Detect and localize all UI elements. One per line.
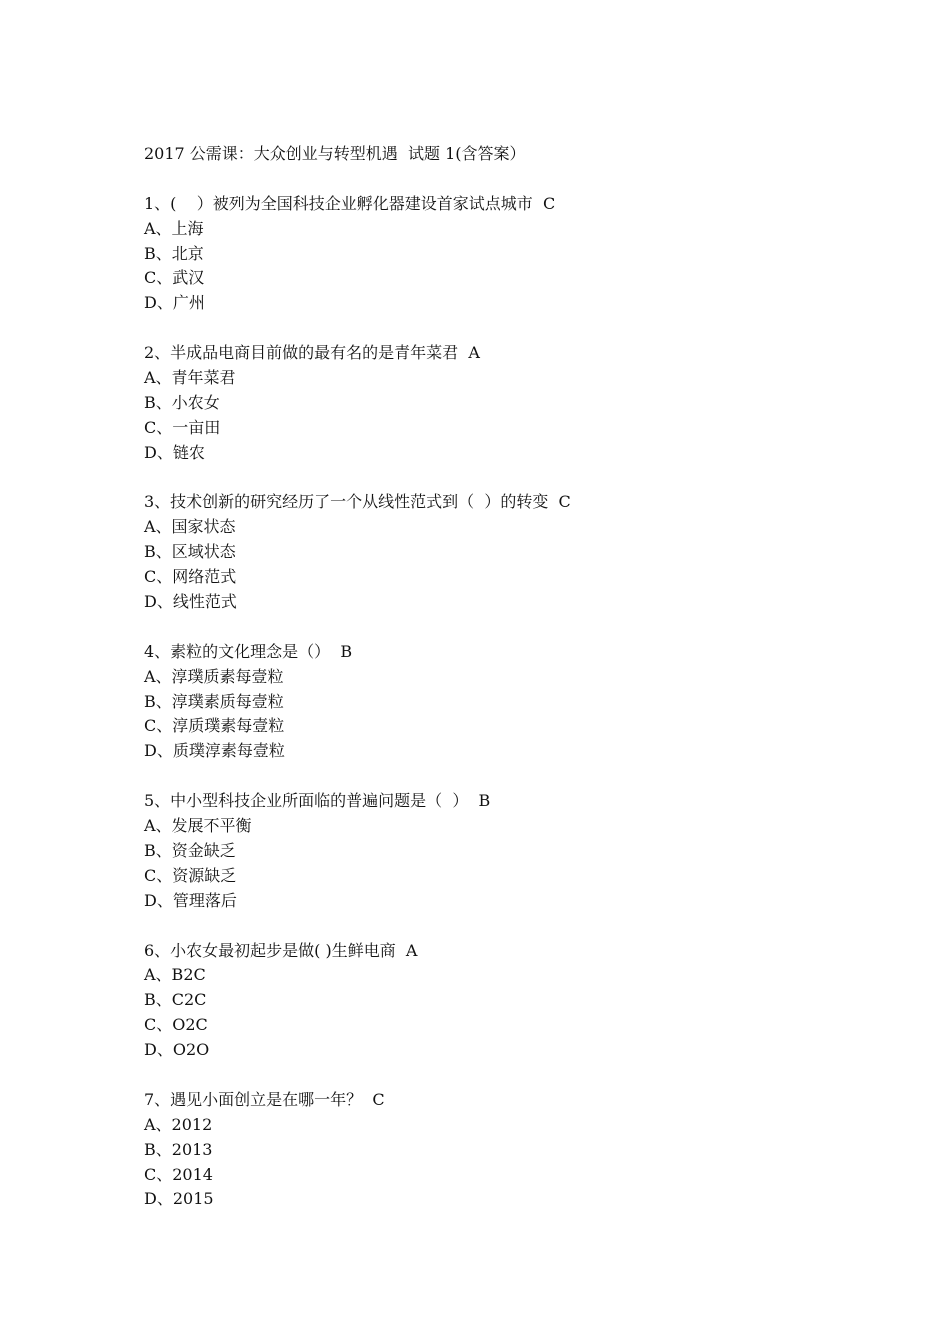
question-stem: 1、( ）被列为全国科技企业孵化器建设首家试点城市 C (144, 193, 556, 213)
question-7 (144, 1088, 844, 1212)
option-d: D、2015 (144, 1189, 214, 1209)
question-1 (144, 192, 844, 316)
option-c: C、资源缺乏 (144, 865, 237, 885)
question-5 (144, 789, 844, 913)
option-d: D、质璞淳素每壹粒 (144, 741, 285, 761)
question-6 (144, 939, 844, 1063)
option-b: B、淳璞素质每壹粒 (144, 691, 284, 711)
option-c: C、一亩田 (144, 417, 221, 437)
option-b: B、区域状态 (144, 542, 236, 562)
option-c: C、武汉 (144, 268, 205, 288)
option-a: A、国家状态 (144, 517, 236, 537)
option-c: C、O2C (144, 1015, 208, 1035)
option-b: B、资金缺乏 (144, 840, 236, 860)
option-c: C、网络范式 (144, 567, 237, 587)
option-b: B、C2C (144, 990, 207, 1010)
option-a: A、B2C (144, 965, 206, 985)
option-a: A、发展不平衡 (144, 816, 252, 836)
option-b: B、小农女 (144, 392, 220, 412)
question-stem: 6、小农女最初起步是做( )生鲜电商 A (144, 940, 418, 960)
option-a: A、青年菜君 (144, 368, 236, 388)
option-c: C、2014 (144, 1164, 213, 1184)
option-a: A、2012 (144, 1114, 213, 1134)
option-d: D、线性范式 (144, 592, 237, 612)
document-body (144, 142, 844, 1237)
question-2 (144, 341, 844, 465)
option-a: A、淳璞质素每壹粒 (144, 666, 284, 686)
question-stem: 5、中小型科技企业所面临的普遍问题是（ ） B (144, 791, 491, 811)
question-stem: 7、遇见小面创立是在哪一年？ C (144, 1089, 385, 1109)
question-stem: 4、素粒的文化理念是（） B (144, 641, 353, 661)
question-4 (144, 640, 844, 764)
option-b: B、2013 (144, 1139, 213, 1159)
question-stem: 3、技术创新的研究经历了一个从线性范式到（ ）的转变 C (144, 492, 571, 512)
option-a: A、上海 (144, 218, 204, 238)
option-b: B、北京 (144, 243, 204, 263)
question-3 (144, 490, 844, 614)
option-d: D、管理落后 (144, 890, 237, 910)
document-title: 2017 公需课：大众创业与转型机遇 试题 1(含答案） (144, 144, 526, 163)
question-stem: 2、半成品电商目前做的最有名的是青年菜君 A (144, 343, 480, 363)
option-d: D、O2O (144, 1040, 210, 1060)
option-d: D、链农 (144, 442, 205, 462)
option-d: D、广州 (144, 293, 205, 313)
option-c: C、淳质璞素每壹粒 (144, 716, 285, 736)
